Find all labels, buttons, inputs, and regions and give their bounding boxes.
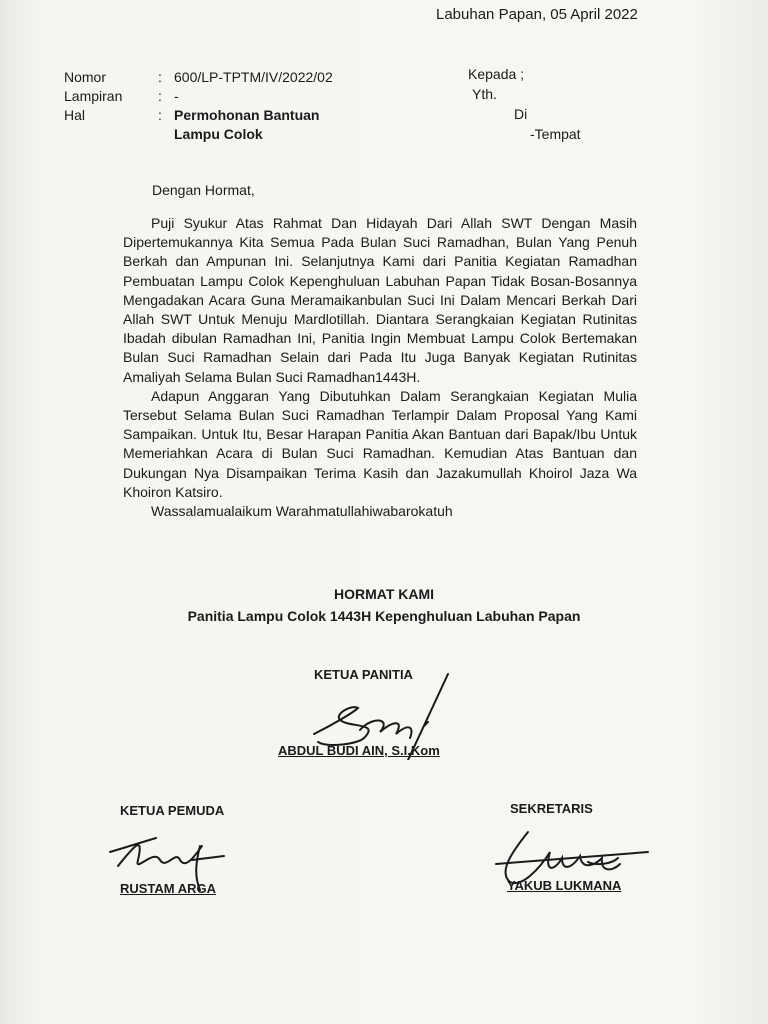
colon: :: [158, 69, 162, 85]
letter-date: Labuhan Papan, 05 April 2022: [436, 6, 638, 23]
hal-value-line2: Lampu Colok: [174, 126, 263, 142]
nomor-value: 600/LP-TPTM/IV/2022/02: [174, 69, 333, 85]
sekretaris-title: SEKRETARIS: [510, 801, 593, 816]
meta-row-hal-cont: [64, 125, 384, 144]
hal-label: Hal: [64, 107, 86, 123]
recipient-di: Di: [514, 106, 528, 122]
closing-salutation: Wassalamualaikum Warahmatullahiwabarokatuh: [151, 503, 453, 520]
lampiran-label: Lampiran: [64, 88, 123, 104]
recipient-kepada: Kepada ;: [468, 66, 525, 82]
recipient-yth: Yth.: [472, 86, 497, 102]
meta-row-hal: [64, 106, 384, 125]
colon: :: [158, 88, 162, 104]
ketua-pemuda-name: RUSTAM ARGA: [120, 881, 217, 896]
sekretaris-name: YAKUB LUKMANA: [507, 878, 622, 893]
greeting: Dengan Hormat,: [152, 182, 255, 198]
paragraph-1: Puji Syukur Atas Rahmat Dan Hidayah Dari Allah SWT Dengan Masih Dipertemukannya Kita Semua Pada Bulan Suci Ramadhan, Bulan Yang Penuh Berkah dan Ampunan Ini. Selanjutnya Kami dari Panitia Kegiatan Ramadhan Pembuatan Lampu Colok Kepenghuluan Labuhan Papan Tidak Bosan-Bosannya Mengadakan Acara Guna Meramaikanbulan Suci Ini Dalam Mencari Berkah Dari Allah SWT Untuk Menuju Mardlotillah. Diantara Serangkaian Kegiatan Rutinitas Ibadah dibulan Ramadhan Ini, Panitia Ingin Membuat Lampu Colok Bertemakan Bulan Suci Ramadhan Selain dari Pada Itu Juga Banyak Kegiatan Rutinitas Amaliyah Selama Bulan Suci Ramadhan1443H.: [123, 215, 637, 385]
paragraph-2: Adapun Anggaran Yang Dibutuhkan Dalam Serangkaian Kegiatan Mulia Tersebut Selama Bulan Suci Ramadhan Terlampir Dalam Proposal Yang Kami Sampaikan. Untuk Itu, Besar Harapan Panitia Akan Bantuan dari Bapak/Ibu Untuk Memeriahkan Acara di Bulan Suci Ramadhan. Kemudian Atas Bantuan dan Dukungan Nya Disampaikan Terima Kasih dan Jazakumullah Khoirol Jaza Wa Khoiron Katsiro.: [123, 387, 637, 500]
ketua-panitia-title: KETUA PANITIA: [314, 667, 413, 682]
hal-value-line1: Permohonan Bantuan: [174, 107, 320, 123]
ketua-panitia-name: ABDUL BUDI AIN, S.I.Kom: [278, 743, 440, 758]
hormat-kami: HORMAT KAMI: [333, 586, 435, 602]
nomor-label: Nomor: [64, 69, 107, 85]
recipient-block: [468, 64, 581, 144]
colon: :: [158, 107, 162, 123]
meta-row-lampiran: [64, 87, 384, 106]
recipient-tempat: -Tempat: [530, 126, 581, 142]
ketua-pemuda-title: KETUA PEMUDA: [120, 803, 225, 818]
letter-body: [123, 214, 637, 521]
lampiran-value: -: [174, 88, 179, 104]
committee-name: Panitia Lampu Colok 1443H Kepenghuluan Labuhan Papan: [187, 608, 581, 624]
meta-row-nomor: [64, 68, 384, 87]
letter-meta: [64, 68, 384, 144]
